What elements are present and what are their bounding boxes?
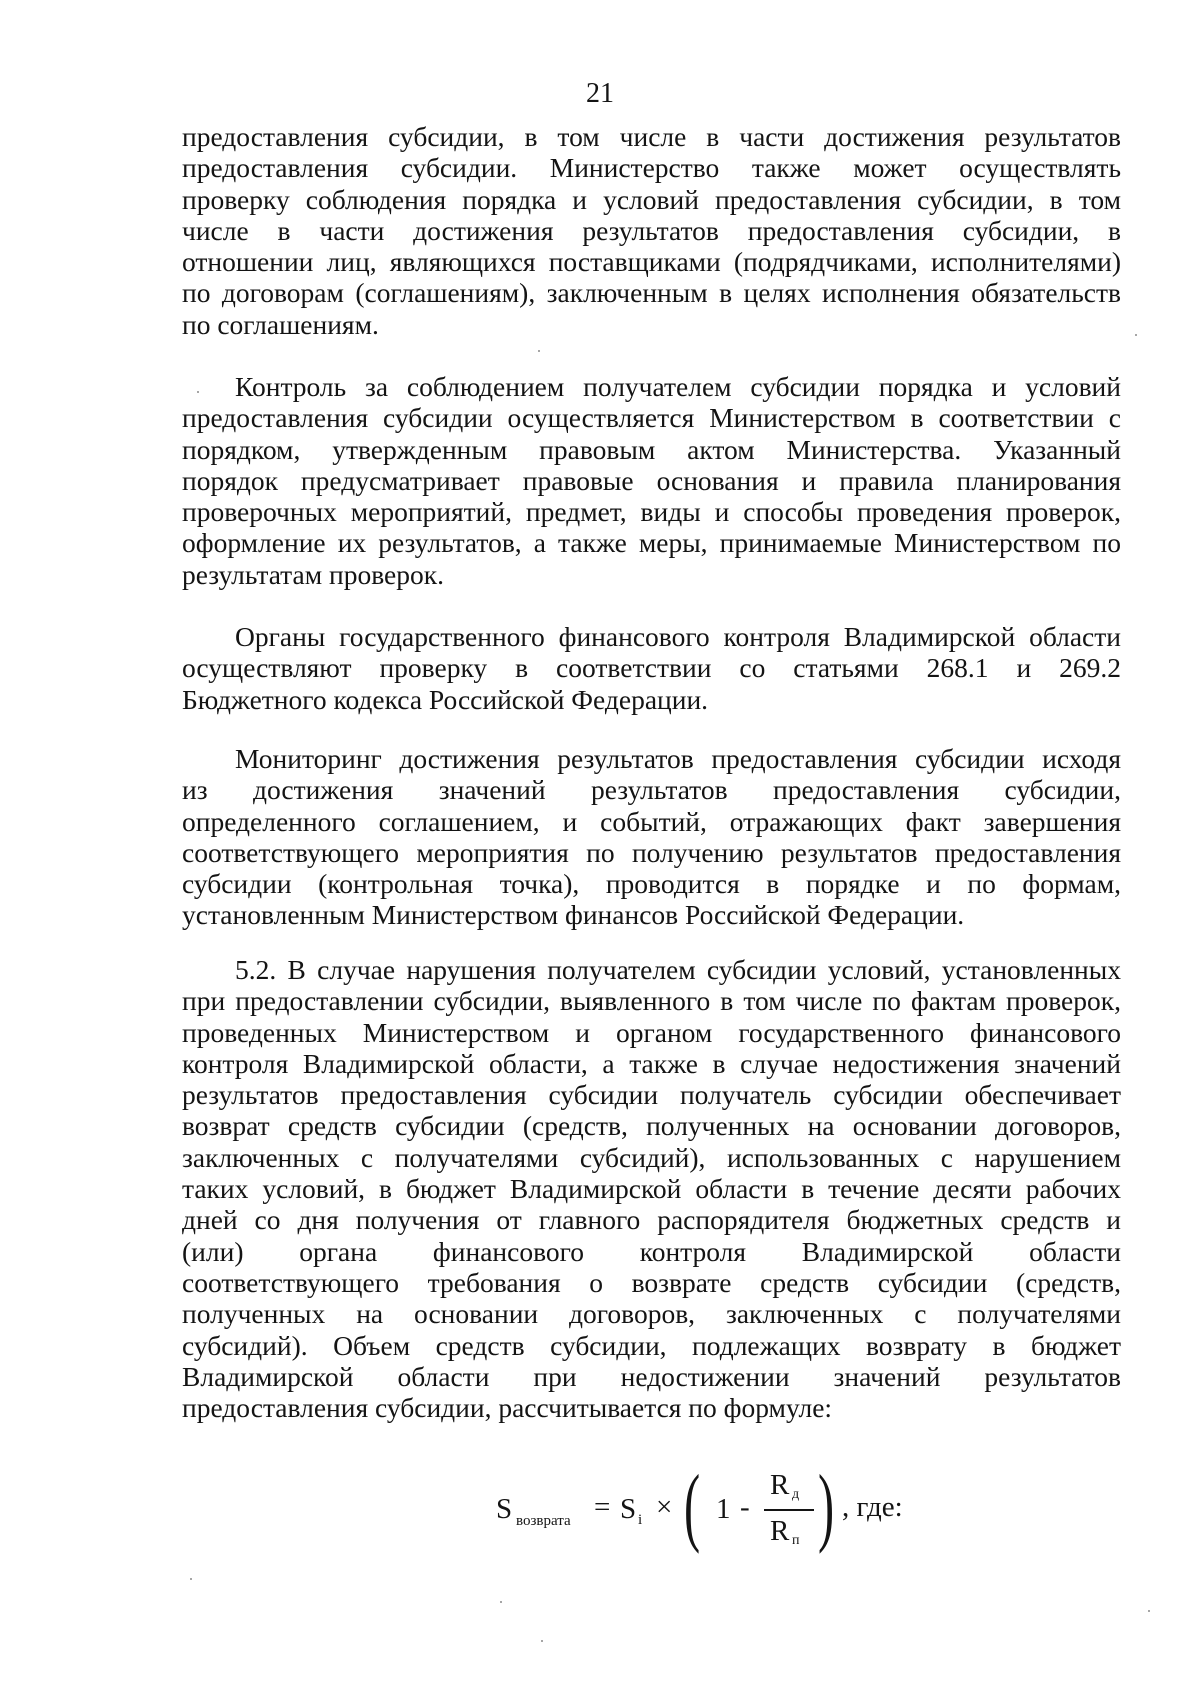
formula-s-subscript: возврата xyxy=(516,1513,571,1529)
paragraph-continuation xyxy=(182,121,1121,340)
text-line: порядком, утвержденным правовым актом Министерства. Указанный xyxy=(182,433,1121,465)
formula-paren-left: ( xyxy=(684,1458,701,1555)
scan-speck xyxy=(500,1601,502,1603)
text-line: из достижения значений результатов предоставления субсидии, xyxy=(182,774,1121,806)
formula-times: × xyxy=(656,1491,673,1523)
text-line: Контроль за соблюдением получателем субсидии порядка и условий xyxy=(235,371,1121,402)
text-line: предоставления субсидии, рассчитывается по формуле: xyxy=(182,1392,833,1424)
text-line: предоставления субсидии, в том числе в части достижения результатов xyxy=(182,121,1121,152)
text-line: дней со дня получения от главного распорядителя бюджетных средств и xyxy=(182,1204,1121,1236)
text-line: проверку соблюдения порядка и условий предоставления субсидии, в том xyxy=(182,183,1121,215)
formula-minus: - xyxy=(740,1491,750,1523)
text-line: Мониторинг достижения результатов предоставления субсидии исходя xyxy=(235,743,1121,774)
text-line: определенного соглашением, и событий, отражающих факт завершения xyxy=(182,805,1121,837)
text-line: по соглашениям. xyxy=(182,308,379,340)
formula-paren-right: ) xyxy=(818,1458,835,1555)
formula-trailing-text: , где: xyxy=(842,1491,903,1523)
formula-one: 1 xyxy=(716,1493,731,1525)
text-line: соответствующего мероприятия по получению результатов предоставления xyxy=(182,836,1121,868)
scan-speck xyxy=(541,1640,543,1642)
text-line: установленным Министерством финансов Российской Федерации. xyxy=(182,899,965,931)
text-line: 5.2. В случае нарушения получателем субсидии условий, установленных xyxy=(235,954,1121,985)
paragraph-control xyxy=(182,371,1121,590)
scan-speck xyxy=(190,1578,192,1580)
scan-speck xyxy=(538,350,540,352)
formula-denominator: R xyxy=(770,1515,790,1547)
text-line: по договорам (соглашениям), заключенным в целях исполнения обязательств xyxy=(182,277,1121,309)
text-line: проведенных Министерством и органом государственного финансового xyxy=(182,1016,1121,1048)
scan-speck xyxy=(1148,1610,1150,1612)
text-line: осуществляют проверку в соответствии со статьями 268.1 и 269.2 xyxy=(182,652,1121,684)
text-line: соответствующего требования о возврате средств субсидии (средств, xyxy=(182,1266,1121,1298)
text-line: проверочных мероприятий, предмет, виды и способы проведения проверок, xyxy=(182,496,1121,528)
text-line: Владимирской области при недостижении значений результатов xyxy=(182,1360,1121,1392)
formula-fraction xyxy=(762,1463,818,1559)
text-line: полученных на основании договоров, заключенных с получателями xyxy=(182,1298,1121,1330)
formula-si-symbol: S xyxy=(620,1493,637,1525)
text-line: предоставления субсидии. Министерство также может осуществлять xyxy=(182,152,1121,184)
text-line: результатам проверок. xyxy=(182,558,445,590)
text-line: субсидий). Объем средств субсидии, подлежащих возврату в бюджет xyxy=(182,1329,1121,1361)
formula-denominator-subscript: п xyxy=(792,1533,800,1548)
text-line: числе в части достижения результатов предоставления субсидии, в xyxy=(182,214,1121,246)
text-line: контроля Владимирской области, а также в случае недостижения значений xyxy=(182,1047,1121,1079)
page-number: 21 xyxy=(586,78,614,109)
text-line: порядок предусматривает правовые основания и правила планирования xyxy=(182,464,1121,496)
paragraph-financial-control-bodies xyxy=(182,621,1121,715)
text-line: отношении лиц, являющихся поставщиками (подрядчиками, исполнителями) xyxy=(182,246,1121,278)
text-line: оформление их результатов, а также меры, принимаемые Министерством по xyxy=(182,527,1121,559)
paragraph-monitoring xyxy=(182,743,1121,931)
scan-speck xyxy=(1135,334,1137,336)
text-line: результатов предоставления субсидии получатель субсидии обеспечивает xyxy=(182,1079,1121,1111)
formula-numerator: R xyxy=(770,1469,790,1501)
formula-equals: = xyxy=(594,1491,611,1523)
text-line: таких условий, в бюджет Владимирской области в течение десяти рабочих xyxy=(182,1173,1121,1205)
formula-fraction-bar xyxy=(764,1509,814,1511)
text-line: субсидии (контрольная точка), проводится в порядке и по формам, xyxy=(182,868,1121,900)
scan-speck xyxy=(197,391,199,393)
formula-s-symbol: S xyxy=(496,1493,513,1525)
text-line: заключенных с получателями субсидий), использованных с нарушением xyxy=(182,1141,1121,1173)
text-line: возврат средств субсидии (средств, полученных на основании договоров, xyxy=(182,1110,1121,1142)
formula-si-subscript: i xyxy=(638,1512,643,1528)
paragraph-5-2 xyxy=(182,954,1121,1423)
text-line: предоставления субсидии осуществляется Министерством в соответствии с xyxy=(182,402,1121,434)
text-line: Органы государственного финансового контроля Владимирской области xyxy=(235,621,1121,652)
text-line: (или) органа финансового контроля Владимирской области xyxy=(182,1235,1121,1267)
text-line: Бюджетного кодекса Российской Федерации. xyxy=(182,683,709,715)
formula-numerator-subscript: д xyxy=(792,1487,800,1502)
text-line: при предоставлении субсидии, выявленного в том числе по фактам проверок, xyxy=(182,985,1121,1017)
